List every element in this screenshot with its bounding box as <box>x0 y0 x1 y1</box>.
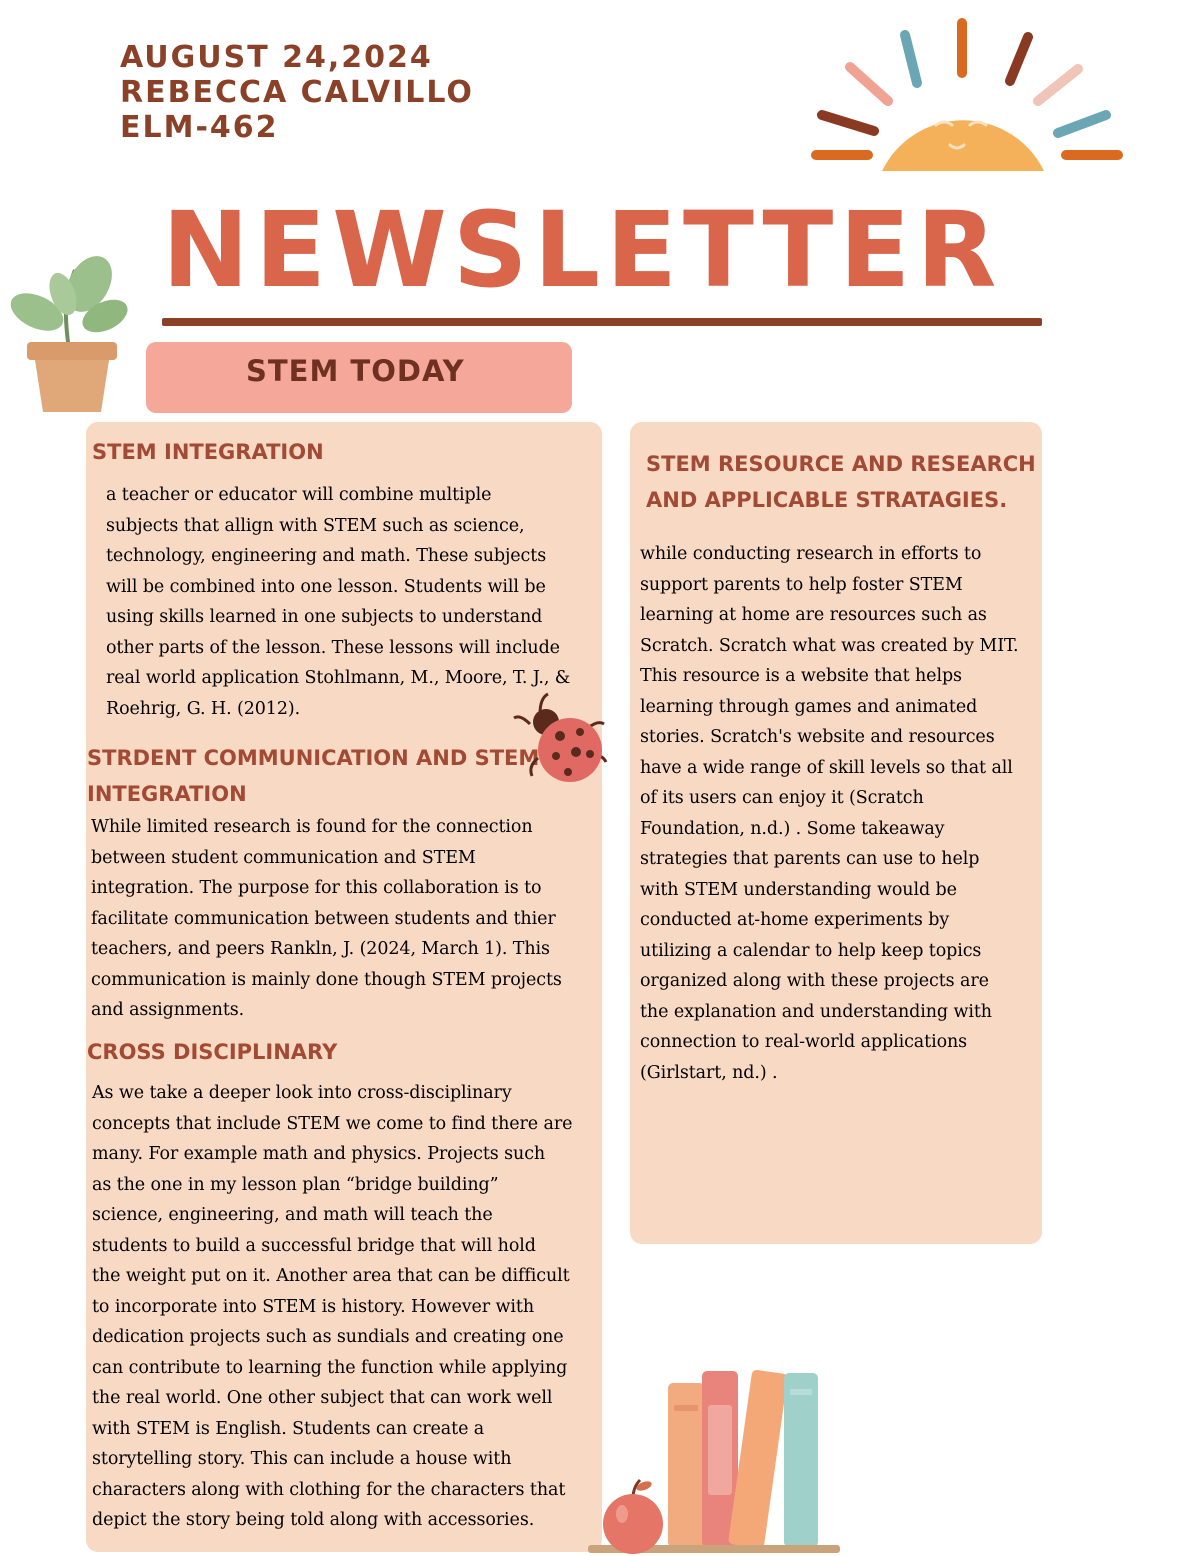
body-line: technology, engineering and math. These subjects <box>106 546 547 566</box>
body-line: science, engineering, and math will teach the <box>92 1205 493 1225</box>
body-line: This resource is a website that helps <box>640 666 962 686</box>
body-line: Foundation, n.d.) . Some takeaway <box>640 818 945 839</box>
body-line: and assignments. <box>91 1000 245 1020</box>
body-line: teachers, and peers Rankln, J. (2024, March 1). This <box>91 939 550 959</box>
body-line: subjects that allign with STEM such as science, <box>106 515 525 536</box>
body-line: using skills learned in one subjects to understand <box>106 607 543 627</box>
author-name: REBECCA CALVILLO <box>120 75 474 110</box>
date: AUGUST 24,2024 <box>120 40 433 75</box>
header-info <box>120 40 474 145</box>
section-cross-disciplinary <box>87 1034 602 1536</box>
newsletter-title: NEWSLETTER <box>162 189 1003 311</box>
body-line: communication is mainly done though STEM projects <box>91 969 562 990</box>
body-line: learning through games and animated <box>640 696 978 717</box>
body-line: while conducting research in efforts to <box>640 544 982 564</box>
body-line: between student communication and STEM <box>91 847 476 868</box>
body-line: other parts of the lesson. These lessons will include <box>106 637 560 658</box>
section-body <box>640 539 1040 1088</box>
body-line: with STEM is English. Students can create a <box>92 1418 485 1439</box>
body-line: characters along with clothing for the characters that <box>92 1479 566 1500</box>
body-line: the explanation and understanding with <box>640 1001 992 1022</box>
course-code: ELM-462 <box>120 110 279 145</box>
section-body <box>87 812 602 1026</box>
body-line: Roehrig, G. H. (2012). <box>106 698 301 719</box>
body-line: have a wide range of skill levels so that all <box>640 757 1013 778</box>
body-line: storytelling story. This can include a house with <box>92 1449 512 1469</box>
body-line: with STEM understanding would be <box>640 879 957 900</box>
body-line: connection to real-world applications <box>640 1032 968 1052</box>
body-line: will be combined into one lesson. Students will be <box>106 576 546 597</box>
body-line: Scratch. Scratch what was created by MIT. <box>640 635 1019 656</box>
body-line: to incorporate into STEM is history. However with <box>92 1296 534 1317</box>
body-line: While limited research is found for the connection <box>91 817 533 837</box>
body-line: concepts that include STEM we come to find there are <box>92 1113 573 1134</box>
body-line: support parents to help foster STEM <box>640 574 963 595</box>
body-line: students to build a successful bridge that will hold <box>92 1235 536 1256</box>
body-line: strategies that parents can use to help <box>640 849 980 869</box>
body-line: many. For example math and physics. Projects such <box>92 1144 546 1164</box>
title-divider <box>162 318 1042 326</box>
section-heading: STEM INTEGRATION <box>92 440 324 464</box>
body-line: of its users can enjoy it (Scratch <box>640 788 924 808</box>
body-line: organized along with these projects are <box>640 971 989 991</box>
body-line: (Girlstart, nd.) . <box>640 1062 778 1083</box>
section-stem-resources <box>646 446 1036 518</box>
body-line: As we take a deeper look into cross-disciplinary <box>92 1083 512 1103</box>
potted-plant-illustration <box>5 250 135 420</box>
body-line: as the one in my lesson plan “bridge building” <box>92 1174 499 1195</box>
body-line: facilitate communication between students and thier <box>91 908 556 929</box>
body-line: real world application Stohlmann, M., Moore, T. J., & <box>106 668 571 688</box>
section-heading: CROSS DISCIPLINARY <box>87 1040 338 1064</box>
section-heading: STRDENT COMMUNICATION AND STEM <box>87 746 540 770</box>
sun-illustration <box>810 15 1130 175</box>
body-line: utilizing a calendar to help keep topics <box>640 940 982 961</box>
body-line: learning at home are resources such as <box>640 605 987 625</box>
body-line: a teacher or educator will combine multiple <box>106 485 492 505</box>
section-heading: INTEGRATION <box>87 782 247 806</box>
body-line: the weight put on it. Another area that can be difficult <box>92 1266 570 1286</box>
section-stem-integration <box>92 434 602 724</box>
body-line: conducted at-home experiments by <box>640 910 950 930</box>
stem-today-banner <box>146 342 572 413</box>
section-heading: STEM RESOURCE AND RESEARCH <box>646 452 1036 476</box>
section-body <box>87 1078 602 1536</box>
body-line: stories. Scratch's website and resources <box>640 727 995 747</box>
body-line: can contribute to learning the function while applying <box>92 1357 568 1378</box>
body-line: integration. The purpose for this collaboration is to <box>91 878 542 898</box>
body-line: dedication projects such as sundials and creating one <box>92 1327 564 1347</box>
banner-label: STEM TODAY <box>246 354 465 388</box>
apple-illustration <box>598 1476 668 1556</box>
body-line: the real world. One other subject that can work well <box>92 1388 553 1408</box>
section-heading: AND APPLICABLE STRATAGIES. <box>646 488 1008 512</box>
ladybug-illustration <box>510 688 610 788</box>
body-line: depict the story being told along with accessories. <box>92 1510 535 1530</box>
